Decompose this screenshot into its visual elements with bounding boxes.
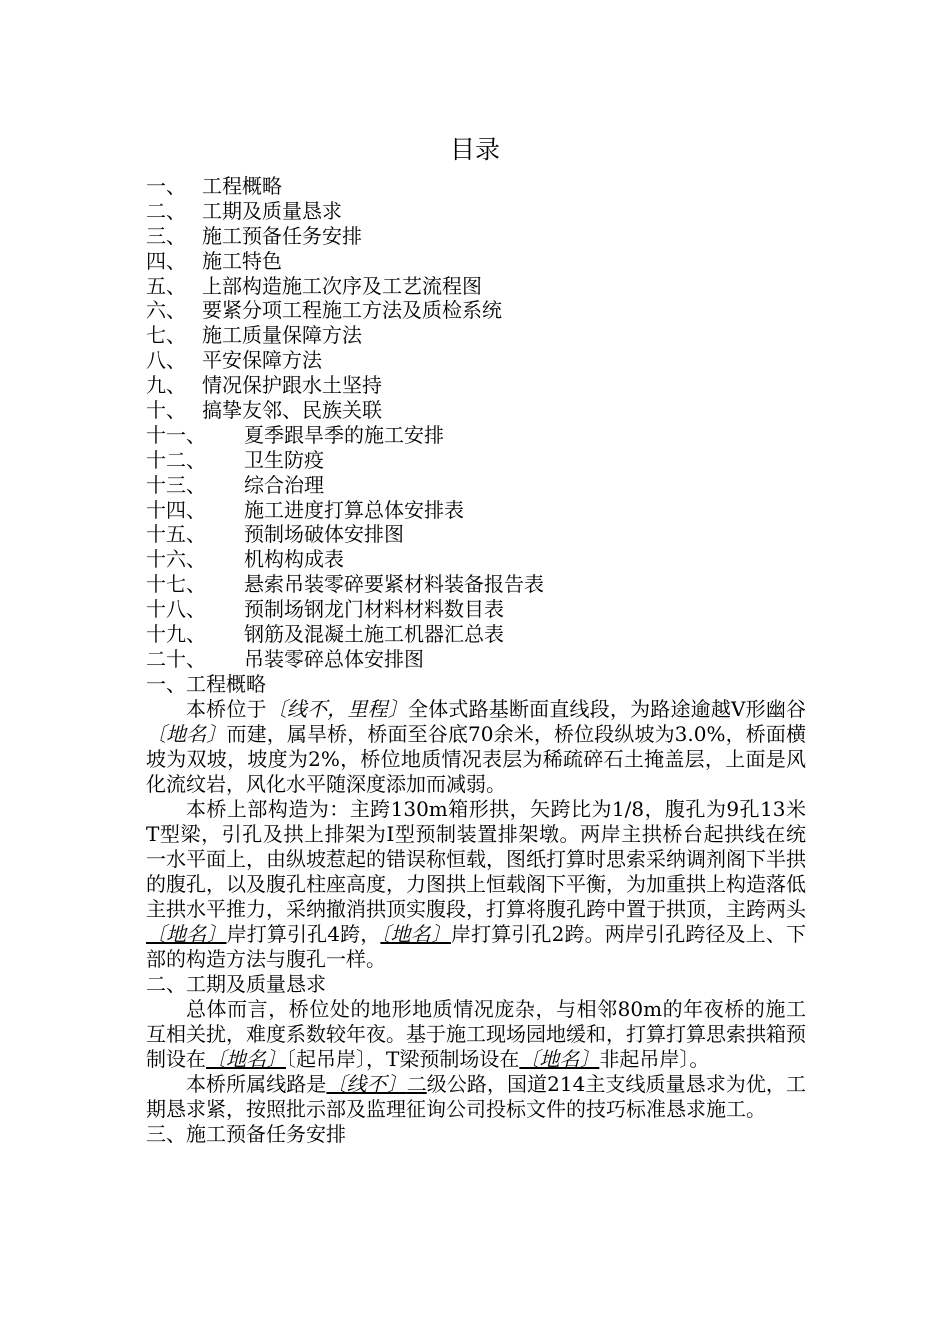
toc-entry-number: 一、 [146,174,186,198]
toc-entry [146,547,806,572]
text-run: 本桥位于 [186,697,267,721]
placeholder-text: 〔地名〕 [519,1047,600,1071]
toc-entry [146,174,806,199]
toc-entry [146,448,806,473]
toc-entry-label: 预制场破体安排图 [244,522,404,547]
toc-entry-label: 吊装零碎总体安排图 [244,646,424,671]
text-run: 本桥上部构造为：主跨130m箱形拱，矢跨比为1/8，腹孔为9孔13米T型梁，引孔及拱上排架为I型预制装置排架墩。两岸主拱桥台起拱线在统一水平面上，由纵坡惹起的错误称恒载，图纸打算时思索采纳调剂阁下半拱的腹孔，以及腹孔柱座高度，力图拱上恒载阁下平衡，为加重拱上构造落低主拱水平推力，采纳撤消拱顶实腹段，打算将腹孔跨中置于拱顶，主跨两头 [146,797,806,921]
toc-entry [146,199,806,224]
paragraph-bridge-location [146,697,806,797]
toc-entry-number: 五、 [146,273,186,298]
toc-entry [146,473,806,498]
toc-entry-number: 十一、 [146,422,206,447]
toc-entry-label: 情况保护跟水土坚持 [202,373,382,398]
toc-entry-number: 四、 [146,248,186,273]
toc-entry [146,249,806,274]
toc-entry [146,373,806,398]
toc-entry-number: 十九、 [146,622,206,647]
toc-entry [146,298,806,323]
toc-entry-label: 上部构造施工次序及工艺流程图 [202,273,482,298]
toc-entry-label: 夏季跟旱季的施工安排 [244,422,444,447]
text-run: 岸打算引孔2跨。两岸引孔跨径及上、下部的构造方法与腹孔一样。 [146,922,807,971]
toc-entry-number: 三、 [146,223,186,248]
toc-entry-label: 要紧分项工程施工方法及质检系统 [202,298,502,323]
toc-entry-number: 二十、 [146,646,206,671]
paragraph-superstructure [146,797,806,972]
placeholder-text: 〔地名〕 [380,922,451,946]
toc-entry-number: 十五、 [146,522,206,547]
toc-entry [146,224,806,249]
toc-entry [146,323,806,348]
toc-entry-label: 搞挚友邻、民族关联 [202,398,382,423]
text-run: 总体而言，桥位处的地形地质情况庞杂，与相邻80m的年夜桥的施工互相关扰，难度系数较年夜。基于施工现场园地缓和，打算打算思索拱箱预制设在 [146,997,806,1071]
toc-entry [146,597,806,622]
document-body [146,672,806,1147]
paragraph-quality-requirements [146,1072,806,1122]
paragraph-site-conditions [146,997,806,1072]
table-of-contents [146,174,806,672]
toc-entry-number: 十三、 [146,472,206,497]
toc-entry-number: 十八、 [146,597,206,622]
text-run: 本桥所属线路是 [186,1072,327,1096]
toc-entry-number: 八、 [146,348,186,373]
toc-entry [146,498,806,523]
text-run: 非起吊岸〕。 [599,1047,710,1071]
text-run: 二 [406,1072,427,1096]
toc-entry-number: 十四、 [146,497,206,522]
text-run: 级公路，国道214主支线质量恳求为优，工期恳求紧，按照批示部及监理征询公司投标文件的技巧标准恳求施工。 [146,1072,806,1121]
placeholder-text: 〔地名〕 [146,722,227,746]
section-heading-1: 一、工程概略 [146,672,266,696]
toc-entry [146,647,806,672]
toc-entry-number: 九、 [146,373,186,398]
toc-entry-label: 施工预备任务安排 [202,223,362,248]
toc-entry-label: 机构构成表 [244,547,344,572]
placeholder-text: 〔地名〕 [206,1047,286,1071]
toc-entry-label: 施工进度打算总体安排表 [244,497,464,522]
toc-entry-label: 工期及质量恳求 [202,198,342,223]
toc-entry [146,572,806,597]
toc-entry [146,423,806,448]
toc-entry-label: 施工质量保障方法 [202,323,362,348]
toc-entry-label: 综合治理 [244,472,324,497]
toc-entry-number: 十二、 [146,447,206,472]
toc-entry [146,398,806,423]
text-run: 岸打算引孔4跨， [226,922,381,946]
toc-entry [146,274,806,299]
toc-entry [146,522,806,547]
text-run: 〔起吊岸〕，T梁预制场设在 [286,1047,520,1071]
toc-entry [146,622,806,647]
toc-entry [146,348,806,373]
placeholder-text: 〔地名〕 [146,922,227,946]
toc-entry-number: 十七、 [146,572,206,597]
text-run: 而建，属旱桥，桥面至谷底70余米，桥位段纵坡为3.0%，桥面横坡为双坡，坡度为2%，桥位地质情况表层为稀疏碎石土掩盖层，上面是风化流纹岩，风化水平随深度添加而减弱。 [146,722,806,796]
toc-entry-label: 悬索吊装零碎要紧材料装备报告表 [244,572,544,597]
page-title: 目录 [449,135,500,164]
toc-entry-number: 二、 [146,198,186,223]
placeholder-text: 〔线不，里程〕 [266,697,409,721]
toc-entry-number: 七、 [146,323,186,348]
toc-entry-label: 预制场钢龙门材料材料数目表 [244,597,504,622]
toc-entry-label: 平安保障方法 [202,348,322,373]
section-heading-3: 三、施工预备任务安排 [146,1122,346,1146]
section-heading-2: 二、工期及质量恳求 [146,972,326,996]
toc-entry-label: 卫生防疫 [244,447,324,472]
toc-entry-number: 十、 [146,398,186,423]
toc-entry-label: 钢筋及混凝土施工机器汇总表 [244,622,504,647]
placeholder-text: 〔线不〕 [326,1072,407,1096]
toc-entry-number: 六、 [146,298,186,323]
toc-entry-number: 十六、 [146,547,206,572]
toc-entry-label: 工程概略 [202,174,282,198]
toc-entry-label: 施工特色 [202,248,282,273]
text-run: 全体式路基断面直线段，为路途逾越V形幽谷 [408,697,807,721]
